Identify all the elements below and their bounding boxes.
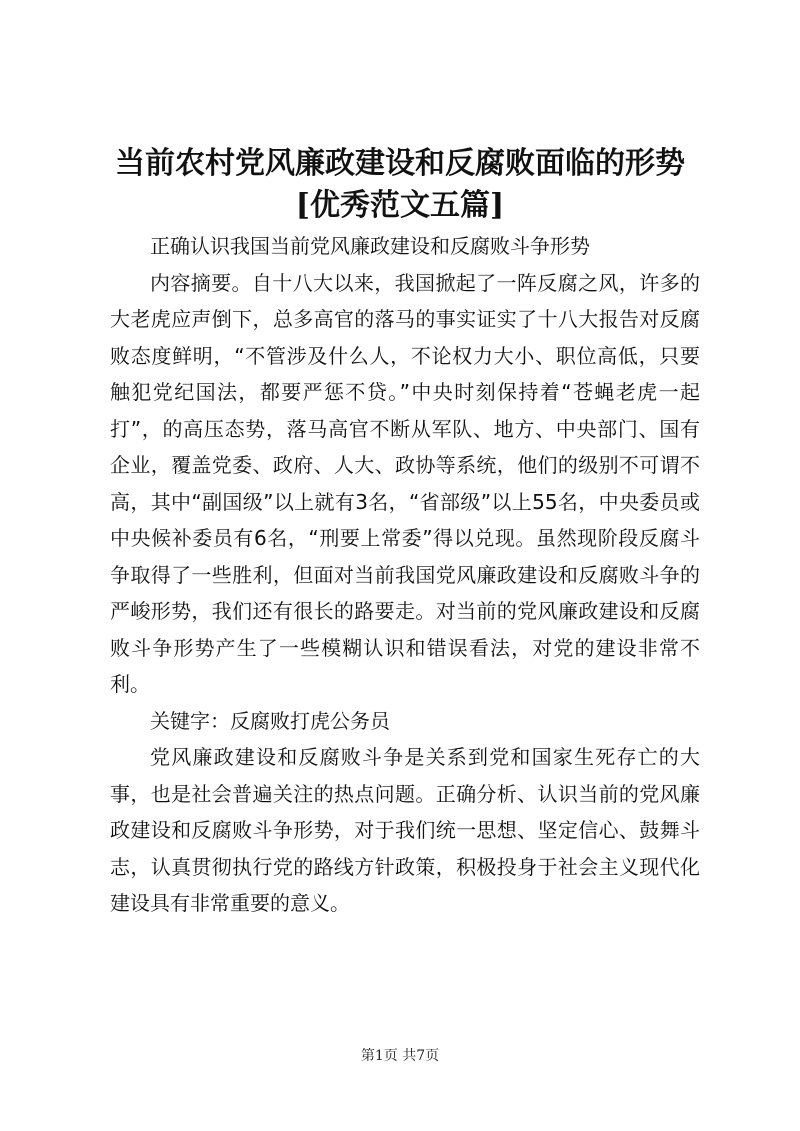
page-number-footer: 第1页 共7页: [360, 1048, 440, 1064]
intro-paragraph: 党风廉政建设和反腐败斗争是关系到党和国家生死存亡的大事，也是社会普遍关注的热点问题。正确分析、认识当前的党风廉政建设和反腐败斗争形势，对于我们统一思想、坚定信心、鼓舞斗志，认真贯彻执行党的路线方针政策，积极投身于社会主义现代化建设具有非常重要的意义。: [110, 745, 700, 915]
abstract-paragraph: 内容摘要。自十八大以来，我国掀起了一阵反腐之风，许多的大老虎应声倒下，总多高官的落马的事实证实了十八大报告对反腐败态度鲜明，“不管涉及什么人，不论权力大小、职位高低，只要触犯党纪国法，都要严惩不贷。”中央时刻保持着“苍蝇老虎一起打”，的高压态势，落马高官不断从军队、地方、中央部门、国有企业，覆盖党委、政府、人大、政协等系统，他们的级别不可谓不高，其中“副国级”以上就有3名，“省部级”以上55名，中央委员或中央候补委员有6名，“刑要上常委”得以兑现。虽然现阶段反腐斗争取得了一些胜利，但面对当前我国党风廉政建设和反腐败斗争的严峻形势，我们还有很长的路要走。对当前的党风廉政建设和反腐败斗争形势产生了一些模糊认识和错误看法，对党的建设非常不利。: [110, 270, 700, 696]
section-heading: 正确认识我国当前党风廉政建设和反腐败斗争形势: [150, 234, 590, 258]
document-title-line-1: 当前农村党风廉政建设和反腐败面临的形势: [115, 146, 685, 181]
keywords-paragraph: 关键字：反腐败打虎公务员: [150, 708, 390, 733]
document-body: [110, 228, 700, 922]
document-title-line-2: [优秀范文五篇]: [295, 188, 505, 223]
